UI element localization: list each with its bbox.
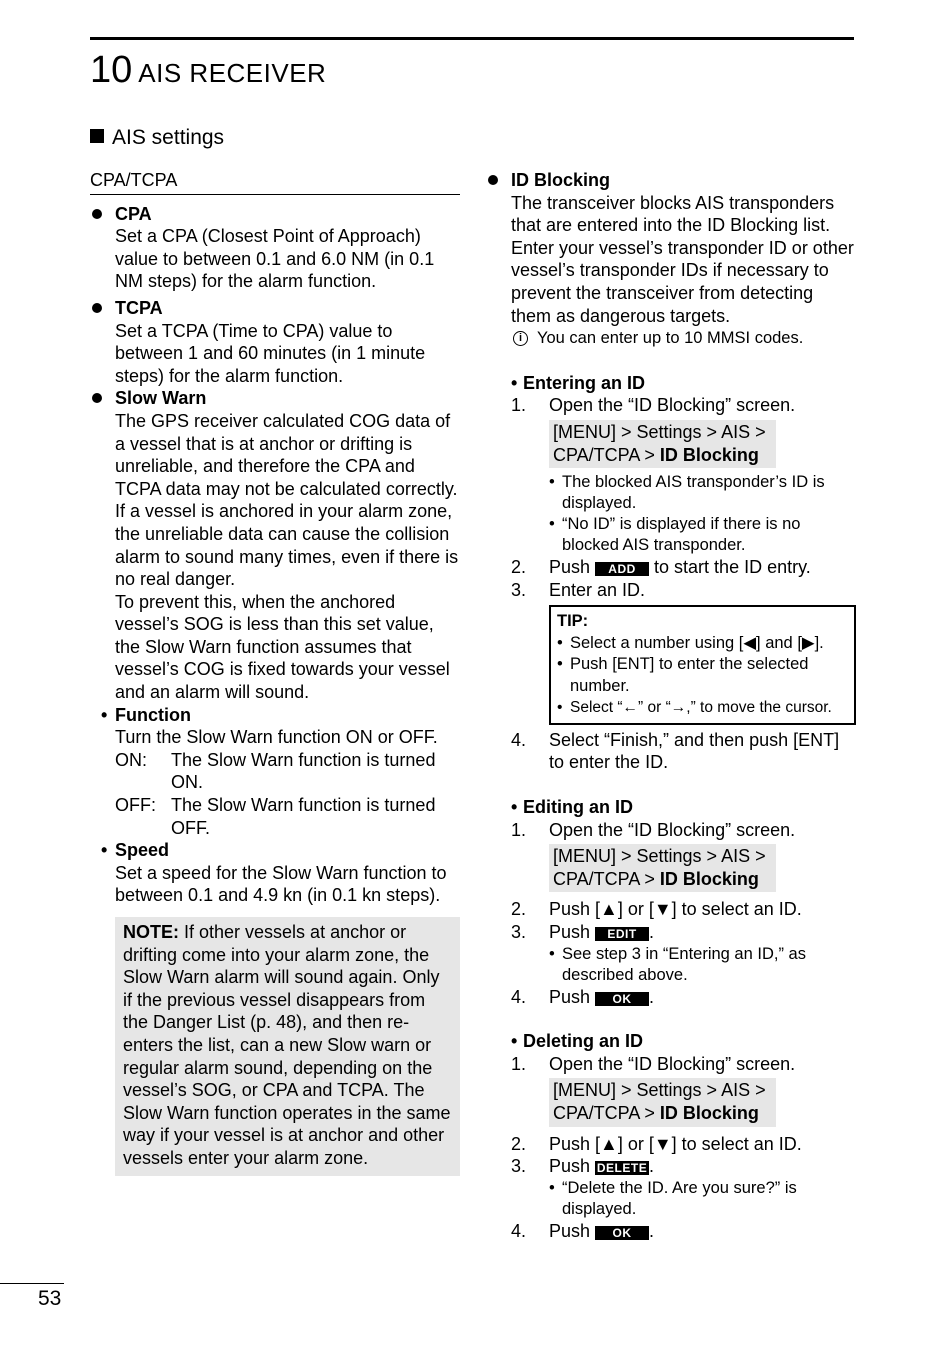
editing-bullet-1: • See step 3 in “Entering an ID,” as described above. xyxy=(549,944,806,984)
info-note: i You can enter up to 10 MMSI codes. xyxy=(486,327,856,350)
add-softkey: ADD xyxy=(595,562,649,576)
entering-heading: • Entering an ID xyxy=(511,372,646,393)
info-icon: i xyxy=(513,331,528,346)
tip-box xyxy=(549,605,856,725)
editing-step-2: 2. Push [▲] or [▼] to select an ID. xyxy=(511,899,802,920)
chapter-heading xyxy=(90,48,326,95)
tip-item: • Select a number using [◀] and [▶]. xyxy=(557,633,824,652)
editing-step-1: 1. Open the “ID Blocking” screen. xyxy=(511,819,796,840)
function-text: Turn the Slow Warn function ON or OFF. xyxy=(115,727,438,748)
note-box xyxy=(115,917,460,1176)
function-heading: • Function xyxy=(101,704,191,725)
deleting-step-1: 1. Open the “ID Blocking” screen. xyxy=(511,1053,796,1074)
entering-step-4: 4. Select “Finish,” and then push [ENT] to enter the ID. xyxy=(511,729,840,773)
chapter-number: 10 xyxy=(90,49,133,91)
note-text: If other vessels at anchor or drifting come into your alarm zone, the Slow Warn alarm will sound again. Only if the previous vessel disappears from the Danger List (p. 48), and then re-enters the list, can a new Slow warn or regular alarm sound, depending on the vessel’s SOG, or CPA and TCPA. The Slow Warn function operates in the same way if your vessel is at anchor and other vessels enter your alarm zone. xyxy=(123,922,451,1168)
entering-step-3: 3. Enter an ID. xyxy=(511,579,646,600)
tip-label: TIP: xyxy=(557,612,589,631)
menu-path: [MENU] > Settings > AIS > CPA/TCPA > ID Blocking xyxy=(549,844,776,892)
slow-warn-text-2: To prevent this, when the anchored vessel’s SOG is less than this set value, the Slow Warn function assumes that vessel’s COG is fixed towards your vessel and an alarm will sound. xyxy=(115,591,450,703)
editing-heading: • Editing an ID xyxy=(511,797,633,817)
deleting-step-2: 2. Push [▲] or [▼] to select an ID. xyxy=(511,1133,802,1154)
deleting-step-4: 4. Push OK . xyxy=(511,1220,655,1241)
on-option: ON: The Slow Warn function is turned ON. xyxy=(115,749,436,793)
menu-path: [MENU] > Settings > AIS > CPA/TCPA > ID Blocking xyxy=(549,1078,776,1126)
bullet-dot-icon xyxy=(92,393,102,403)
menu-path: [MENU] > Settings > AIS > CPA/TCPA > ID Blocking xyxy=(549,420,776,468)
editing-step-4: 4. Push OK . xyxy=(511,986,655,1007)
cpa-heading: CPA xyxy=(90,203,460,226)
entering-bullet-1: • The blocked AIS transponder’s ID is displayed. xyxy=(549,473,825,513)
cpa-text: Set a CPA (Closest Point of Approach) value to between 0.1 and 6.0 NM (in 0.1 NM steps) for the alarm function. xyxy=(115,226,435,292)
tcpa-text: Set a TCPA (Time to CPA) value to between 1 and 60 minutes (in 1 minute steps) for the alarm function. xyxy=(115,320,426,386)
top-rule xyxy=(90,37,854,40)
subhead-cpa-tcpa: CPA/TCPA xyxy=(90,169,460,195)
editing-step-3: 3. Push EDIT . xyxy=(511,921,655,942)
entering-step-1: 1. Open the “ID Blocking” screen. xyxy=(511,395,796,416)
entering-bullet-2: • “No ID” is displayed if there is no blocked AIS transponder. xyxy=(549,515,801,555)
off-option: OFF: The Slow Warn function is turned OFF. xyxy=(115,795,436,838)
deleting-heading: • Deleting an ID xyxy=(511,1031,644,1052)
tip-item: • Select “←” or “→,” to move the cursor. xyxy=(557,699,832,717)
slow-warn-heading: Slow Warn xyxy=(90,387,460,410)
bullet-dot-icon xyxy=(488,175,498,185)
ok-softkey: OK xyxy=(595,992,649,1006)
page-number: 53 xyxy=(38,1287,62,1310)
id-blocking-heading: ID Blocking xyxy=(486,169,856,192)
tcpa-heading: TCPA xyxy=(90,297,460,320)
delete-softkey: DELETE xyxy=(596,1161,648,1176)
square-bullet-icon xyxy=(90,129,104,143)
right-column xyxy=(486,169,856,1242)
speed-heading: • Speed xyxy=(101,840,170,861)
speed-text: Set a speed for the Slow Warn function to between 0.1 and 4.9 kn (in 0.1 kn steps). xyxy=(115,862,447,906)
id-blocking-text: The transceiver blocks AIS transponders that are entered into the ID Blocking list. Enter your vessel’s transponder ID or other vessel’s transponder IDs if necessary to prevent the transceiver from detecting them as dangerous targets. xyxy=(511,192,854,326)
bullet-dot-icon xyxy=(92,303,102,313)
chapter-title: AIS RECEIVER xyxy=(138,58,327,88)
deleting-step-3: 3. Push DELETE . xyxy=(511,1156,655,1177)
left-column xyxy=(90,169,460,1176)
edit-softkey: EDIT xyxy=(595,927,649,941)
section-title: AIS settings xyxy=(112,126,225,149)
tip-item: • Push [ENT] to enter the selected number. xyxy=(557,655,809,695)
note-label: NOTE: xyxy=(123,922,179,942)
bullet-dot-icon xyxy=(92,209,102,219)
slow-warn-text: The GPS receiver calculated COG data of a vessel that is at anchor or drifting is unreliable, and therefore the CPA and TCPA data may not be calculated correctly. If a vessel is anchored in your alarm zone, the unreliable data can cause the collision alarm to sound many times, even if there is no real danger. xyxy=(115,410,459,590)
page-number-rule xyxy=(0,1283,64,1284)
deleting-bullet-1: • “Delete the ID. Are you sure?” is displayed. xyxy=(549,1178,797,1218)
section-heading xyxy=(90,124,224,152)
ok-softkey: OK xyxy=(595,1226,649,1240)
entering-step-2: 2. Push ADD to start the ID entry. xyxy=(511,557,811,578)
